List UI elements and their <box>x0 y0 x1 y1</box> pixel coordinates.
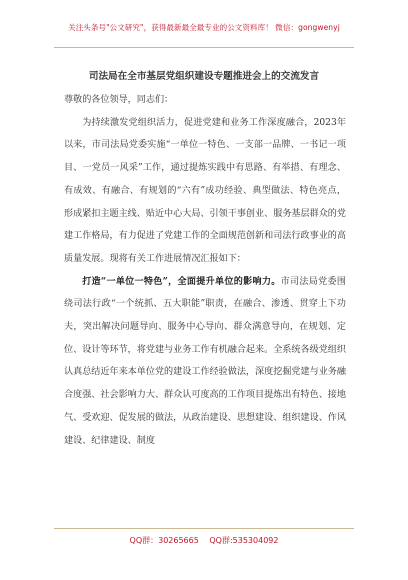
header-banner: 关注头条号"公文研究"，获得最新最全最专业的公文资料库！ 微信：gongwenyj <box>68 23 340 32</box>
footer-qq-group-2: QQ群:535304092 <box>209 536 279 545</box>
section-heading: 打造“一单位一特色”，全面提升单位的影响力。 <box>82 275 281 287</box>
paragraph-section-1 <box>64 271 346 453</box>
section-text: 市司法局党委围绕司法行政“一个统抓、五大职能”职责，在融合、渗透、贯穿上下功夫，突出解决问题导向、服务中心导向、群众满意导向，在规划、定位、设计等环节，将党建与业务工作有机融合起来。全系统各级党组织认真总结近年来本单位党的建设工作经验做法，深度挖掘党建与业务融合度强、社会影响力大、群众认可度高的工作项目提炼出有特色、接地气、受欢迎、促发展的做法，从政治建设、思想建设、组织建设、作风建设、纪律建设、制度 <box>64 276 346 446</box>
paragraph-intro: 为持续激发党组织活力，促进党建和业务工作深度融合，2023年以来，市司法局党委实施“一单位一特色、一支部一品牌、一书记一项目、一党员一风采”工作，通过提炼实践中有思路、有举措、有理念、有成效、有融合、有规划的“六有”成功经验、典型做法、特色亮点，形成紧扣主题主线、贴近中心大局、引领干事创业、服务基层群众的党建工作格局，有力促进了党建工作的全面规范创新和司法行政事业的高质量发展。现将有关工作进展情况汇报如下： <box>64 117 346 264</box>
footer-qq-group-1: QQ群：30265665 <box>129 536 199 545</box>
footer <box>0 535 408 546</box>
document-body <box>64 89 346 452</box>
document-title: 司法局在全市基层党组织建设专题推进会上的交流发言 <box>88 71 320 82</box>
salutation: 尊敬的各位领导，同志们： <box>64 95 174 105</box>
footer-divider <box>54 528 354 529</box>
header-divider <box>54 47 354 48</box>
